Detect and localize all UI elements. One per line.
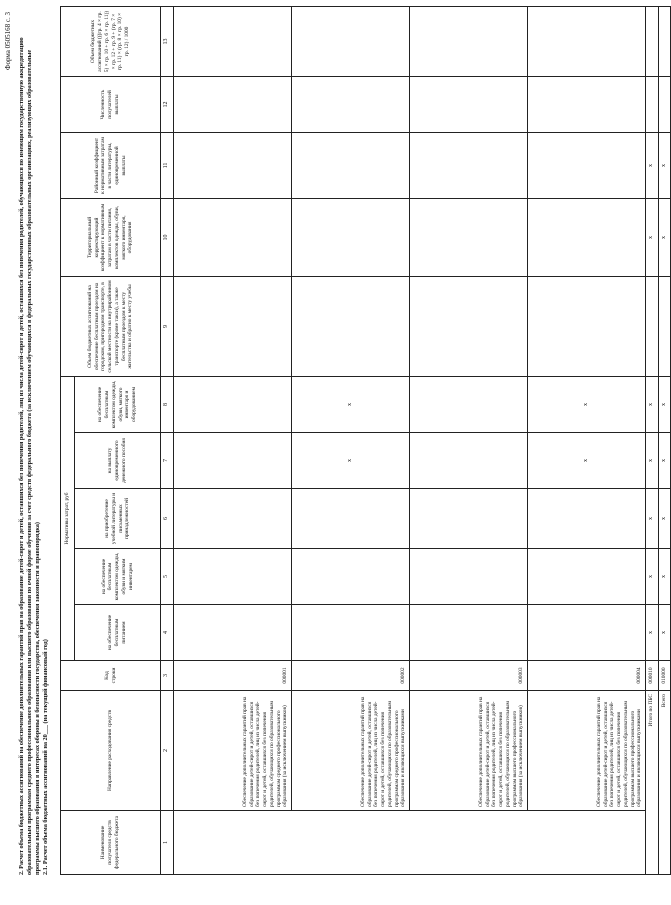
cell[interactable] [658, 277, 671, 377]
header-norms-group: Нормативы затрат, руб [61, 377, 75, 661]
cell[interactable] [174, 277, 292, 377]
total-pbs-row [646, 7, 659, 875]
cell-x: x [646, 605, 659, 661]
cell[interactable] [174, 199, 292, 277]
col-num: 2 [161, 691, 174, 811]
col-num: 6 [161, 489, 174, 549]
col-num: 12 [161, 77, 174, 133]
col-num: 9 [161, 277, 174, 377]
cell[interactable] [528, 199, 646, 277]
cell[interactable] [410, 7, 528, 77]
cell[interactable] [410, 489, 528, 549]
header-territorial-coef: Территориальный корректирующий коэффициент к нормативным затратам в части питания, комплектов одежды, обуви, мягкого инвентаря, оборудования [61, 199, 161, 277]
col-num: 7 [161, 433, 174, 489]
cell-x: x [646, 549, 659, 605]
cell-x: x [658, 605, 671, 661]
cell-x: x [658, 199, 671, 277]
header-recipient: Наименование получателя средств федерального бюджета [61, 811, 161, 875]
section-heading: 2. Расчет объема бюджетных ассигнований на обеспечение дополнительных гарантий прав на образование детей-сирот и детей, оставшихся без попечения родителей, лиц из числа детей-сирот и детей, оставшихся без попечения родителей, обучающихся по имеющим государственную аккредитацию образовательным программам среднего профессионального образования или высшего образования по очной форме обучения за счет средств федерального бюджета (за исключением обучающихся в федеральных государственных образовательных организациях, реализующих образовательные программы высшего образования в интересах обороны и безопасности государства, обеспечения законности и правопорядка) [18, 37, 42, 875]
cell[interactable] [292, 489, 410, 549]
header-regional-coef: Районный коэффициент к нормативным затратам в части литературы, единовременной выплаты [61, 133, 161, 199]
cell[interactable] [292, 199, 410, 277]
cell[interactable] [174, 549, 292, 605]
col-num: 3 [161, 661, 174, 691]
cell[interactable] [646, 7, 659, 77]
cell[interactable] [658, 77, 671, 133]
cell[interactable] [410, 605, 528, 661]
cell-x: x [658, 377, 671, 433]
cell[interactable] [528, 133, 646, 199]
total-pbs-label: Итого по ПБС [646, 691, 659, 875]
cell-x: x [658, 133, 671, 199]
header-food: на обеспечение бесплатным питанием [75, 605, 161, 661]
table-row [292, 7, 410, 875]
header-literature: на приобретение учебной литературы и письменных принадлежностей [75, 489, 161, 549]
cell[interactable] [292, 77, 410, 133]
cell[interactable]: x [528, 377, 646, 433]
table-row [528, 7, 646, 875]
cell[interactable] [410, 77, 528, 133]
row-code: 000002 [292, 661, 410, 691]
cell[interactable] [646, 277, 659, 377]
form-number: Форма 0505168 с. 3 [4, 12, 12, 71]
total-all-label: Всего [658, 691, 671, 875]
cell[interactable] [292, 133, 410, 199]
header-code: Код строки [61, 661, 161, 691]
cell[interactable] [528, 7, 646, 77]
cell[interactable] [174, 433, 292, 489]
column-number-row [161, 7, 174, 875]
cell-x: x [658, 489, 671, 549]
cell[interactable] [292, 7, 410, 77]
recipient-cell[interactable] [174, 811, 646, 875]
cell[interactable] [174, 133, 292, 199]
row-code: 000001 [174, 661, 292, 691]
total-all-code: 010000 [658, 661, 671, 691]
calculation-table [60, 6, 671, 875]
cell[interactable] [410, 549, 528, 605]
header-budget-volume: Объем бюджетных ассигнований (((гр. 4 × гр. 5) × гр. 10 + гр. 6 × гр. 11)) × гр. 12 + гр. 9 + (гр. 7 × гр. 11) × (гр. 8 × гр. 10) × гр. 12) / 1000 [61, 7, 161, 77]
cell[interactable] [410, 433, 528, 489]
cell[interactable] [528, 77, 646, 133]
cell-x: x [646, 377, 659, 433]
cell[interactable] [528, 549, 646, 605]
cell-x: x [646, 199, 659, 277]
row-direction: Обеспечение дополнительных гарантий прав на образование детей-сирот и детей, оставшихся без попечения родителей, лиц из числа детей-сирот и детей, оставшихся без попечения родителей, обучающихся по образовательным программам высшего профессионального образования (за исключением выпускников) [410, 691, 528, 811]
header-new-clothing: на обеспечение бесплатным комплектом одежды, обуви, мягкого инвентаря и оборудованием [75, 377, 161, 433]
cell[interactable] [174, 377, 292, 433]
cell[interactable] [410, 199, 528, 277]
cell[interactable] [292, 605, 410, 661]
cell[interactable] [174, 77, 292, 133]
cell[interactable] [174, 605, 292, 661]
cell[interactable] [646, 77, 659, 133]
row-direction: Обеспечение дополнительных гарантий прав на образование детей-сирот и детей, оставшихся без попечения родителей, лиц из числа детей-сирот и детей, оставшихся без попечения родителей, обучающихся по образовательным программам высшего профессионального образования и являющихся выпускниками [528, 691, 646, 811]
header-clothing: на обеспечение бесплатным комплектом одежды, обуви и мягким инвентарем [75, 549, 161, 605]
cell-x: x [658, 433, 671, 489]
cell[interactable] [292, 549, 410, 605]
cell-x: x [646, 433, 659, 489]
cell[interactable]: x [292, 377, 410, 433]
header-direction: Направление расходования средств [61, 691, 161, 811]
cell[interactable] [292, 277, 410, 377]
table-row [410, 7, 528, 875]
header-recipient-count: Численность получателей выплаты [61, 77, 161, 133]
col-num: 5 [161, 549, 174, 605]
cell[interactable] [410, 133, 528, 199]
col-num: 10 [161, 199, 174, 277]
cell[interactable] [174, 489, 292, 549]
cell[interactable] [410, 277, 528, 377]
total-pbs-code: 000010 [646, 661, 659, 691]
col-num: 13 [161, 7, 174, 77]
header-allowance: на выплату единовременного денежного пособия [75, 433, 161, 489]
total-all-row [658, 7, 671, 875]
row-direction: Обеспечение дополнительных гарантий прав на образование детей-сирот и детей, оставшихся без попечения родителей, лиц из числа детей-сирот и детей, оставшихся без попечения родителей, обучающихся по образовательным программам среднего профессионального образования и являющихся выпускниками [292, 691, 410, 811]
table-row [174, 7, 292, 875]
col-num: 8 [161, 377, 174, 433]
cell[interactable]: x [528, 433, 646, 489]
cell[interactable]: x [292, 433, 410, 489]
row-code: 000004 [528, 661, 646, 691]
row-code: 000003 [410, 661, 528, 691]
cell[interactable] [658, 7, 671, 77]
cell[interactable] [410, 377, 528, 433]
col-num: 11 [161, 133, 174, 199]
cell-x: x [658, 549, 671, 605]
row-direction: Обеспечение дополнительных гарантий прав на образование детей-сирот и детей, оставшихся без попечения родителей, лиц из числа детей-сирот и детей, оставшихся без попечения родителей, обучающихся по образовательным программам среднего профессионального образования (за исключением выпускников) [174, 691, 292, 811]
cell-x: x [646, 133, 659, 199]
col-num: 1 [161, 811, 174, 875]
subsection-heading: 2.1. Расчет объема бюджетных ассигнований на 20___ (на текущий финансовый год) [42, 639, 49, 875]
cell[interactable] [528, 277, 646, 377]
cell[interactable] [174, 7, 292, 77]
cell[interactable] [528, 605, 646, 661]
header-travel: Объем бюджетных ассигнований на обеспечение бесплатным проездом на городском, пригородном транспорте, в сельской местности на внутрирайонном транспорте (кроме такси), а также бесплатным проездом к месту жительства и обратно к месту учебы [61, 277, 161, 377]
cell-x: x [646, 489, 659, 549]
cell[interactable] [528, 489, 646, 549]
col-num: 4 [161, 605, 174, 661]
